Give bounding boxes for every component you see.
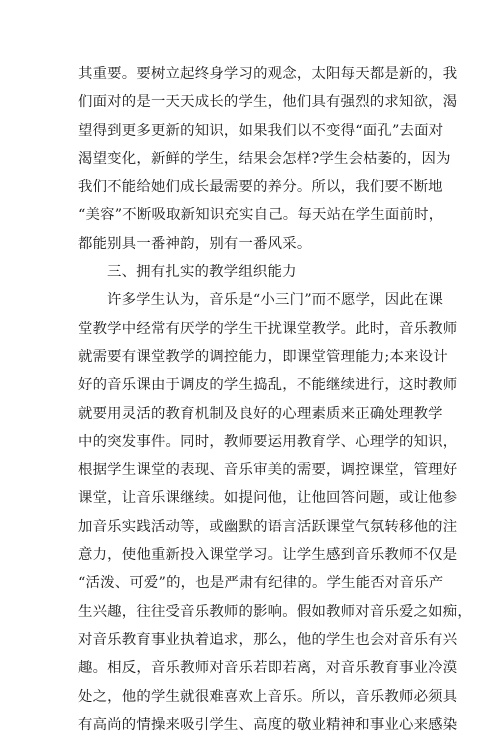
text-line: 有高尚的情操来吸引学生、高度的敬业精神和事业心来感染	[78, 716, 458, 733]
text-line: 就要用灵活的教育机制及良好的心理素质来正确处理教学	[78, 405, 443, 422]
text-line: 就需要有课堂教学的调控能力，即课堂管理能力;本来设计	[78, 348, 448, 365]
text-line: 中的突发事件。同时，教师要运用教育学、心理学的知识，	[78, 433, 458, 450]
text-line: 我们不能给她们成长最需要的养分。所以，我们要不断地	[78, 179, 443, 196]
text-line: 对音乐教育事业执着追求，那么，他的学生也会对音乐有兴	[78, 631, 458, 648]
text-line: 都能别具一番神韵，别有一番风采。	[78, 235, 312, 252]
section-heading: 三、拥有扎实的教学组织能力	[107, 264, 297, 281]
text-line: 许多学生认为，音乐是“小三门”而不愿学，因此在课	[107, 292, 444, 309]
text-line: 根据学生课堂的表现、音乐审美的需要，调控课堂，管理好	[78, 462, 458, 479]
text-line: 好的音乐课由于调皮的学生捣乱，不能继续进行，这时教师	[78, 377, 458, 394]
text-line: 望得到更多更新的知识，如果我们以不变得“面孔”去面对	[78, 122, 444, 139]
text-line: 堂教学中经常有厌学的学生干扰课堂教学。此时，音乐教师	[78, 320, 458, 337]
text-line: 加音乐实践活动等，或幽默的语言活跃课堂气氛转移他的注	[78, 518, 458, 535]
text-line: “活泼、可爱”的，也是严肃有纪律的。学生能否对音乐产	[78, 575, 444, 592]
text-line: 生兴趣，往往受音乐教师的影响。假如教师对音乐爱之如痴，	[78, 603, 472, 620]
text-line: 处之，他的学生就很难喜欢上音乐。所以，音乐教师必须具	[78, 688, 458, 705]
text-line: 趣。相反，音乐教师对音乐若即若离，对音乐教育事业冷漠	[78, 660, 458, 677]
text-line: 其重要。要树立起终身学习的观念，太阳每天都是新的，我	[78, 66, 458, 82]
text-line: 意力，使他重新投入课堂学习。让学生感到音乐教师不仅是	[78, 547, 458, 564]
text-line: 课堂，让音乐课继续。如提问他，让他回答问题，或让他参	[78, 490, 458, 507]
text-line: 渴望变化，新鲜的学生，结果会怎样?学生会枯萎的，因为	[78, 150, 451, 167]
text-line: 们面对的是一天天成长的学生，他们具有强烈的求知欲，渴	[78, 94, 458, 111]
text-line: “美容”不断吸取新知识充实自己。每天站在学生面前时，	[78, 207, 444, 224]
body-text	[78, 60, 472, 739]
